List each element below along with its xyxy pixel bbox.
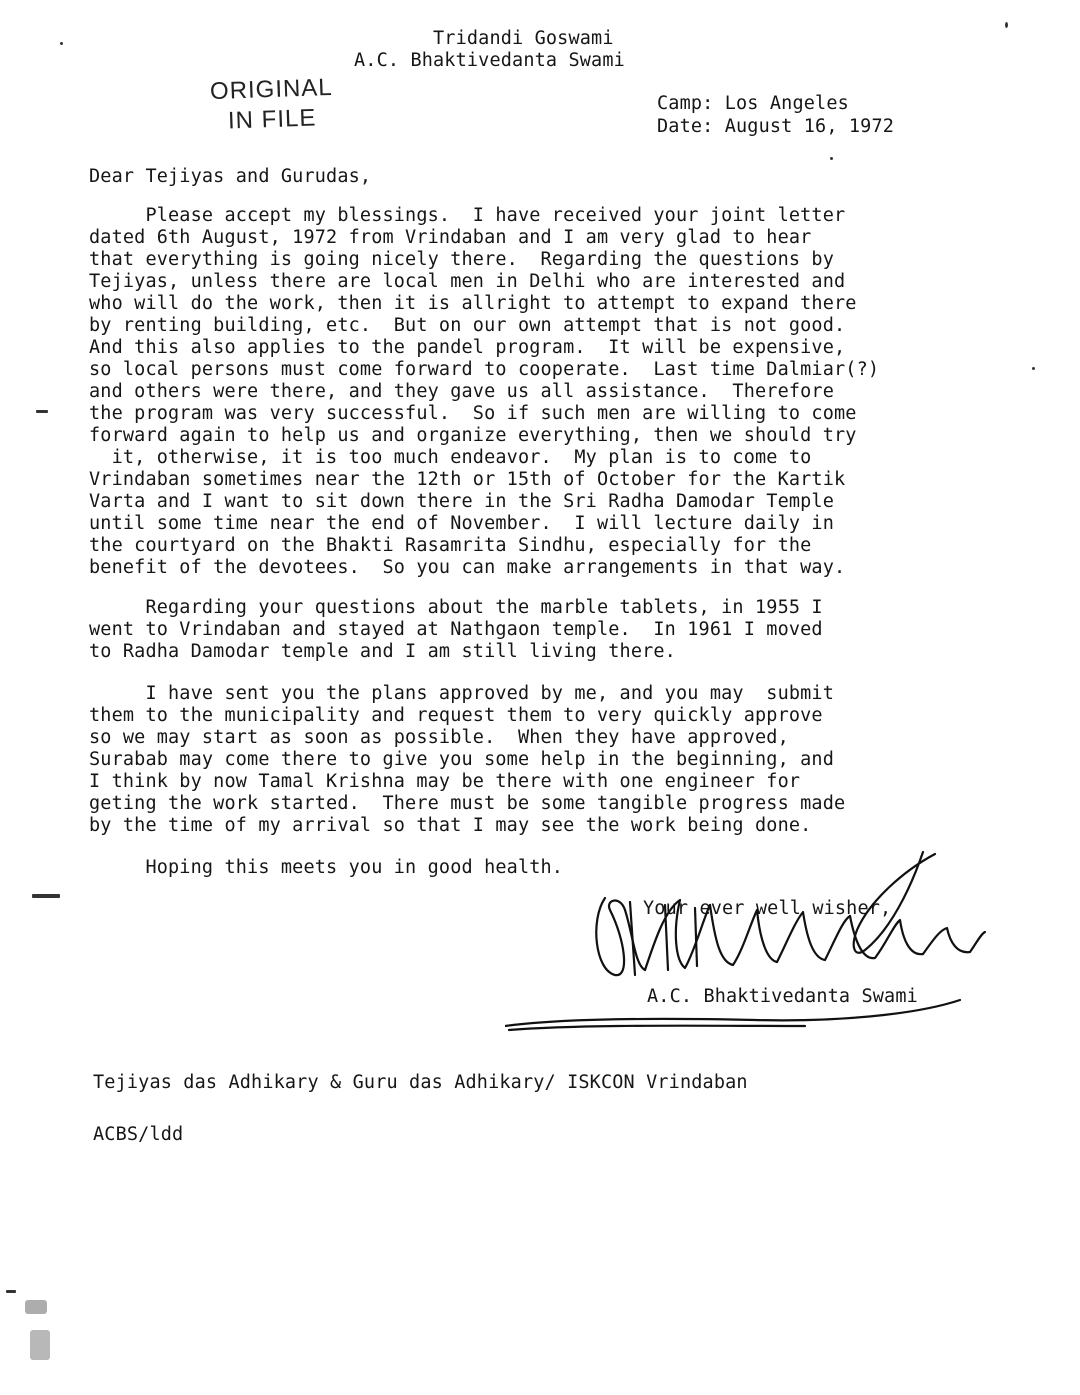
scan-speck: [1032, 367, 1035, 370]
body-line: I have sent you the plans approved by me, and you may submit: [89, 683, 835, 704]
body-line: them to the municipality and request them to very quickly approve: [89, 705, 823, 726]
body-line: Regarding your questions about the marble tablets, in 1955 I: [89, 597, 823, 618]
scan-speck: [25, 1300, 47, 1314]
body-line: that everything is going nicely there. Regarding the questions by: [89, 249, 835, 270]
letter-date: Date: August 16, 1972: [657, 116, 895, 137]
body-line: it, otherwise, it is too much endeavor. My plan is to come to: [89, 447, 812, 468]
recipients-line: Tejiyas das Adhikary & Guru das Adhikary/ ISKCON Vrindaban: [93, 1072, 748, 1093]
reference-initials: ACBS/ldd: [93, 1124, 184, 1145]
camp-location: Camp: Los Angeles: [657, 93, 849, 114]
body-line: so local persons must come forward to cooperate. Last time Dalmiar(?): [89, 359, 880, 380]
body-line: Please accept my blessings. I have received your joint letter: [89, 205, 846, 226]
body-line: forward again to help us and organize everything, then we should try: [89, 425, 857, 446]
body-line: until some time near the end of November. I will lecture daily in: [89, 513, 835, 534]
salutation: Dear Tejiyas and Gurudas,: [89, 166, 372, 187]
letterhead-name: A.C. Bhaktivedanta Swami: [354, 50, 625, 71]
body-line: by renting building, etc. But on our own attempt that is not good.: [89, 315, 846, 336]
body-line: who will do the work, then it is allright to attempt to expand there: [89, 293, 857, 314]
body-line: and others were there, and they gave us all assistance. Therefore: [89, 381, 835, 402]
body-line: Vrindaban sometimes near the 12th or 15th of October for the Kartik: [89, 469, 846, 490]
scan-speck: [830, 157, 833, 160]
scan-speck: [1005, 22, 1008, 28]
body-line: went to Vrindaban and stayed at Nathgaon temple. In 1961 I moved: [89, 619, 823, 640]
scan-speck: [6, 1290, 16, 1293]
body-line: I think by now Tamal Krishna may be there with one engineer for: [89, 771, 801, 792]
body-line: dated 6th August, 1972 from Vrindaban and I am very glad to hear: [89, 227, 812, 248]
scan-speck: [36, 410, 48, 413]
letterhead-title: Tridandi Goswami: [433, 28, 614, 49]
body-line: to Radha Damodar temple and I am still living there.: [89, 641, 676, 662]
body-line: the courtyard on the Bhakti Rasamrita Sindhu, especially for the: [89, 535, 812, 556]
scan-speck: [60, 42, 63, 45]
body-line: Varta and I want to sit down there in the Sri Radha Damodar Temple: [89, 491, 835, 512]
handwritten-signature: [505, 850, 995, 1040]
body-line: by the time of my arrival so that I may see the work being done.: [89, 815, 812, 836]
original-in-file-stamp: ORIGINAL: [209, 73, 334, 106]
scan-speck: [32, 894, 60, 898]
body-line: Surabab may come there to give you some help in the beginning, and: [89, 749, 835, 770]
original-in-file-stamp-line2: IN FILE: [227, 104, 317, 135]
scan-speck: [30, 1330, 50, 1360]
body-line: so we may start as soon as possible. When they have approved,: [89, 727, 789, 748]
signoff: Your ever well wisher,: [643, 898, 892, 919]
signature-name: A.C. Bhaktivedanta Swami: [647, 986, 918, 1007]
body-line: And this also applies to the pandel program. It will be expensive,: [89, 337, 846, 358]
body-line: Tejiyas, unless there are local men in Delhi who are interested and: [89, 271, 846, 292]
closing-line: Hoping this meets you in good health.: [89, 857, 564, 878]
body-line: benefit of the devotees. So you can make arrangements in that way.: [89, 557, 846, 578]
body-line: the program was very successful. So if such men are willing to come: [89, 403, 857, 424]
body-line: geting the work started. There must be some tangible progress made: [89, 793, 846, 814]
